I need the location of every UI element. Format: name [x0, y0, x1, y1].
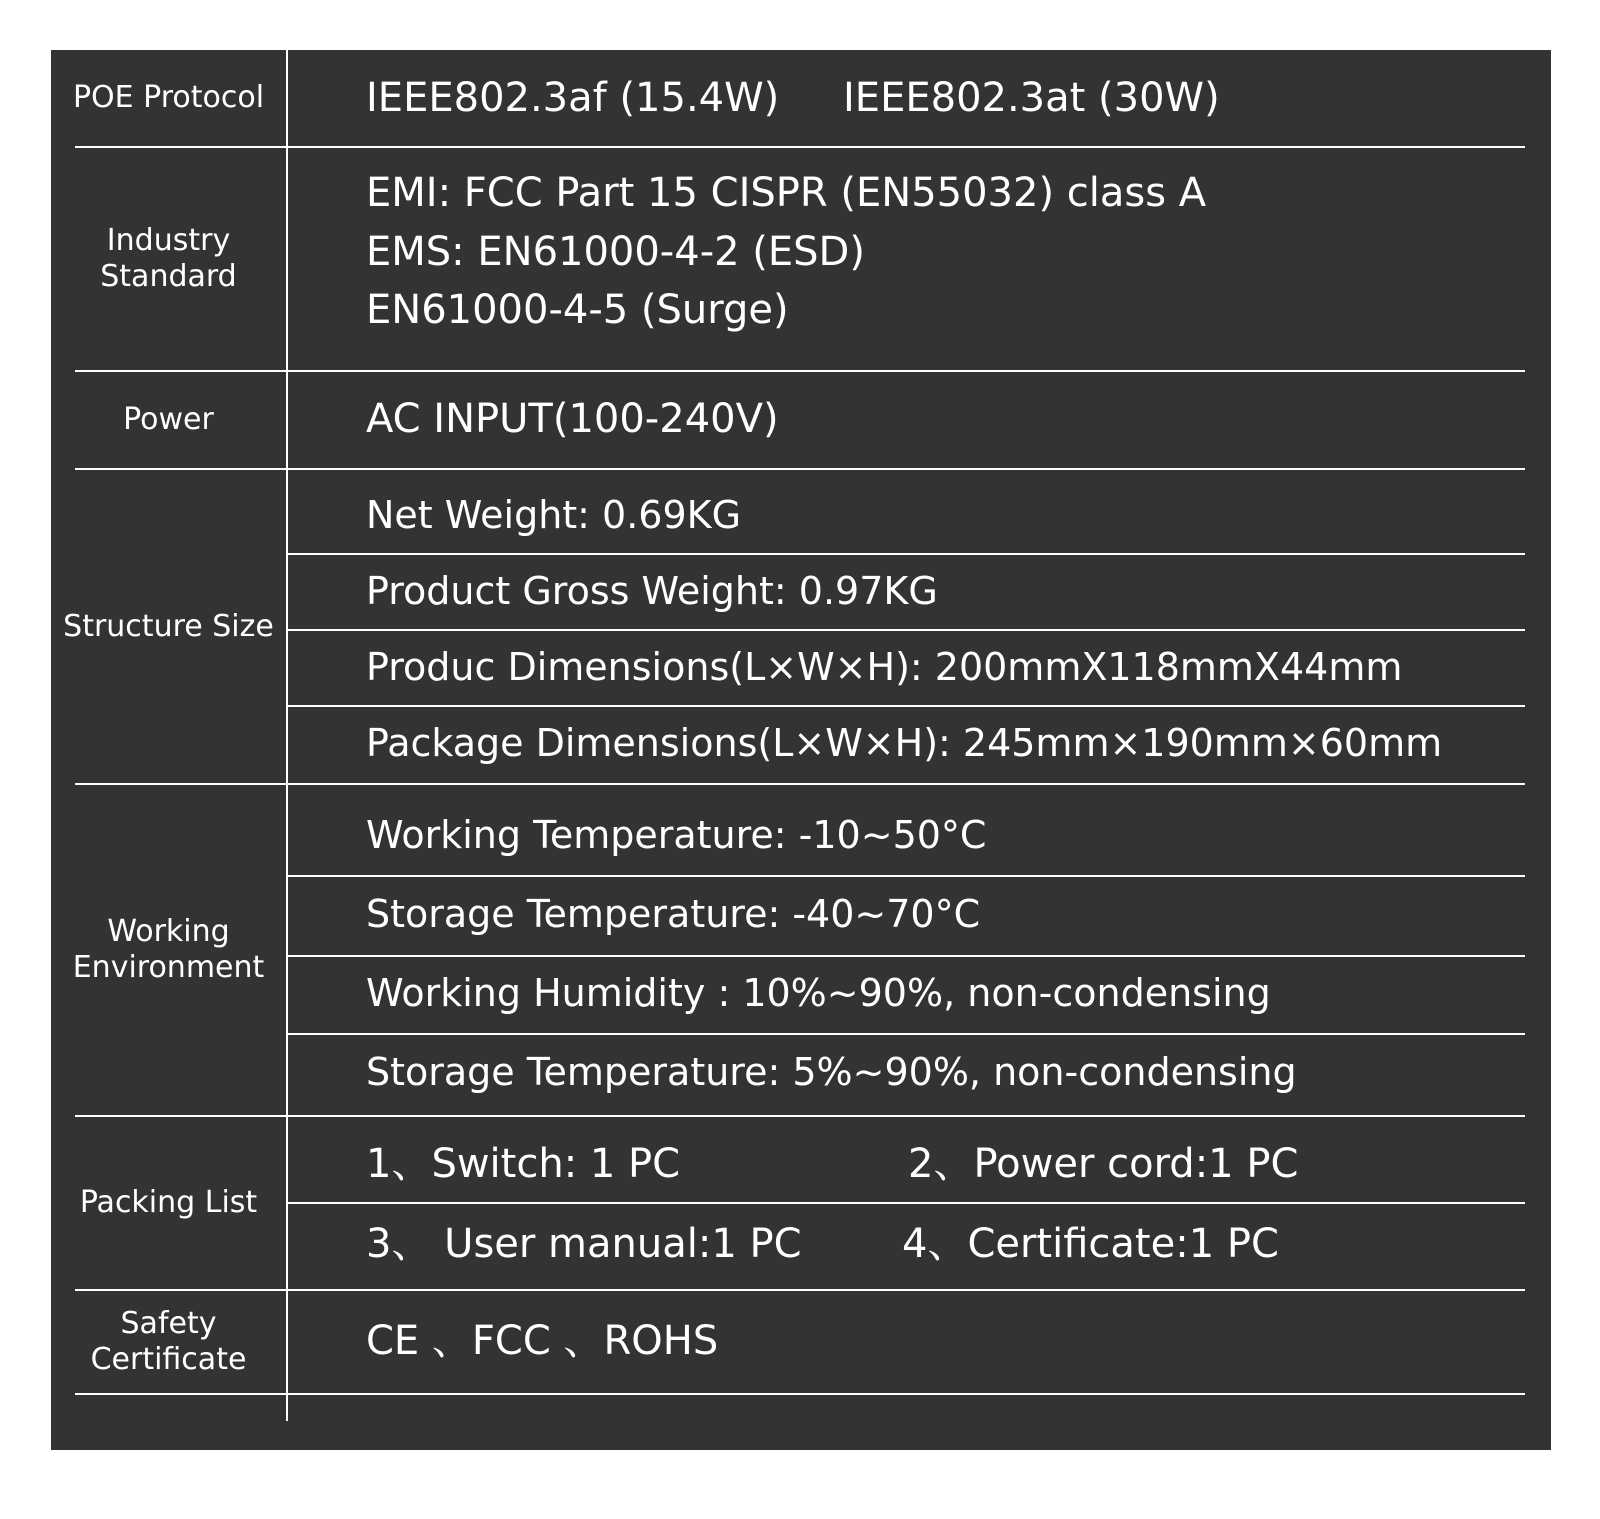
label-structure-size: Structure Size	[63, 608, 274, 644]
poe-value-af: IEEE802.3af (15.4W)	[366, 75, 780, 121]
structure-net-weight: Net Weight: 0.69KG	[366, 493, 742, 537]
row-divider	[75, 783, 1525, 785]
env-working-humidity: Working Humidity : 10%~90%, non-condensing	[366, 971, 1271, 1015]
packing-item-certificate: 4、Certificate:1 PC	[902, 1221, 1279, 1267]
row-divider	[75, 1393, 1525, 1395]
label-industry-standard: Industry Standard	[100, 223, 237, 294]
env-storage-humidity: Storage Temperature: 5%~90%, non-condensing	[366, 1050, 1297, 1094]
poe-value-at: IEEE802.3at (30W)	[843, 75, 1220, 121]
industry-surge: EN61000-4-5 (Surge)	[366, 287, 789, 333]
row-divider	[75, 370, 1525, 372]
sub-row-divider	[286, 705, 1525, 707]
row-divider	[75, 146, 1525, 148]
sub-row-divider	[286, 1202, 1525, 1204]
sub-row-divider	[286, 1033, 1525, 1035]
label-power: Power	[123, 402, 214, 437]
row-divider	[75, 468, 1525, 470]
column-divider	[286, 50, 288, 1421]
label-packing-list: Packing List	[79, 1185, 258, 1220]
sub-row-divider	[286, 875, 1525, 877]
safety-certificates: CE 、FCC 、ROHS	[366, 1318, 719, 1364]
row-divider	[75, 1115, 1525, 1117]
env-storage-temperature: Storage Temperature: -40~70°C	[366, 892, 981, 936]
packing-item-power-cord: 2、Power cord:1 PC	[908, 1141, 1299, 1187]
sub-row-divider	[286, 955, 1525, 957]
structure-gross-weight: Product Gross Weight: 0.97KG	[366, 569, 938, 613]
structure-product-dimensions: Produc Dimensions(L×W×H): 200mmX118mmX44mm	[366, 645, 1403, 689]
label-safety-certificate: Safety Certificate	[90, 1306, 247, 1377]
packing-item-user-manual: 3、 User manual:1 PC	[366, 1221, 802, 1267]
label-working-environment: Working Environment	[72, 914, 265, 985]
packing-item-switch: 1、Switch: 1 PC	[366, 1141, 681, 1187]
row-divider	[75, 1289, 1525, 1291]
label-poe-protocol: POE Protocol	[72, 80, 265, 115]
sub-row-divider	[286, 553, 1525, 555]
structure-package-dimensions: Package Dimensions(L×W×H): 245mm×190mm×60mm	[366, 721, 1443, 765]
power-value: AC INPUT(100-240V)	[366, 396, 779, 442]
sub-row-divider	[286, 629, 1525, 631]
industry-emi: EMI: FCC Part 15 CISPR (EN55032) class A	[366, 170, 1207, 216]
industry-ems: EMS: EN61000-4-2 (ESD)	[366, 229, 865, 275]
env-working-temperature: Working Temperature: -10~50°C	[366, 813, 987, 857]
spec-table	[51, 50, 1551, 1450]
